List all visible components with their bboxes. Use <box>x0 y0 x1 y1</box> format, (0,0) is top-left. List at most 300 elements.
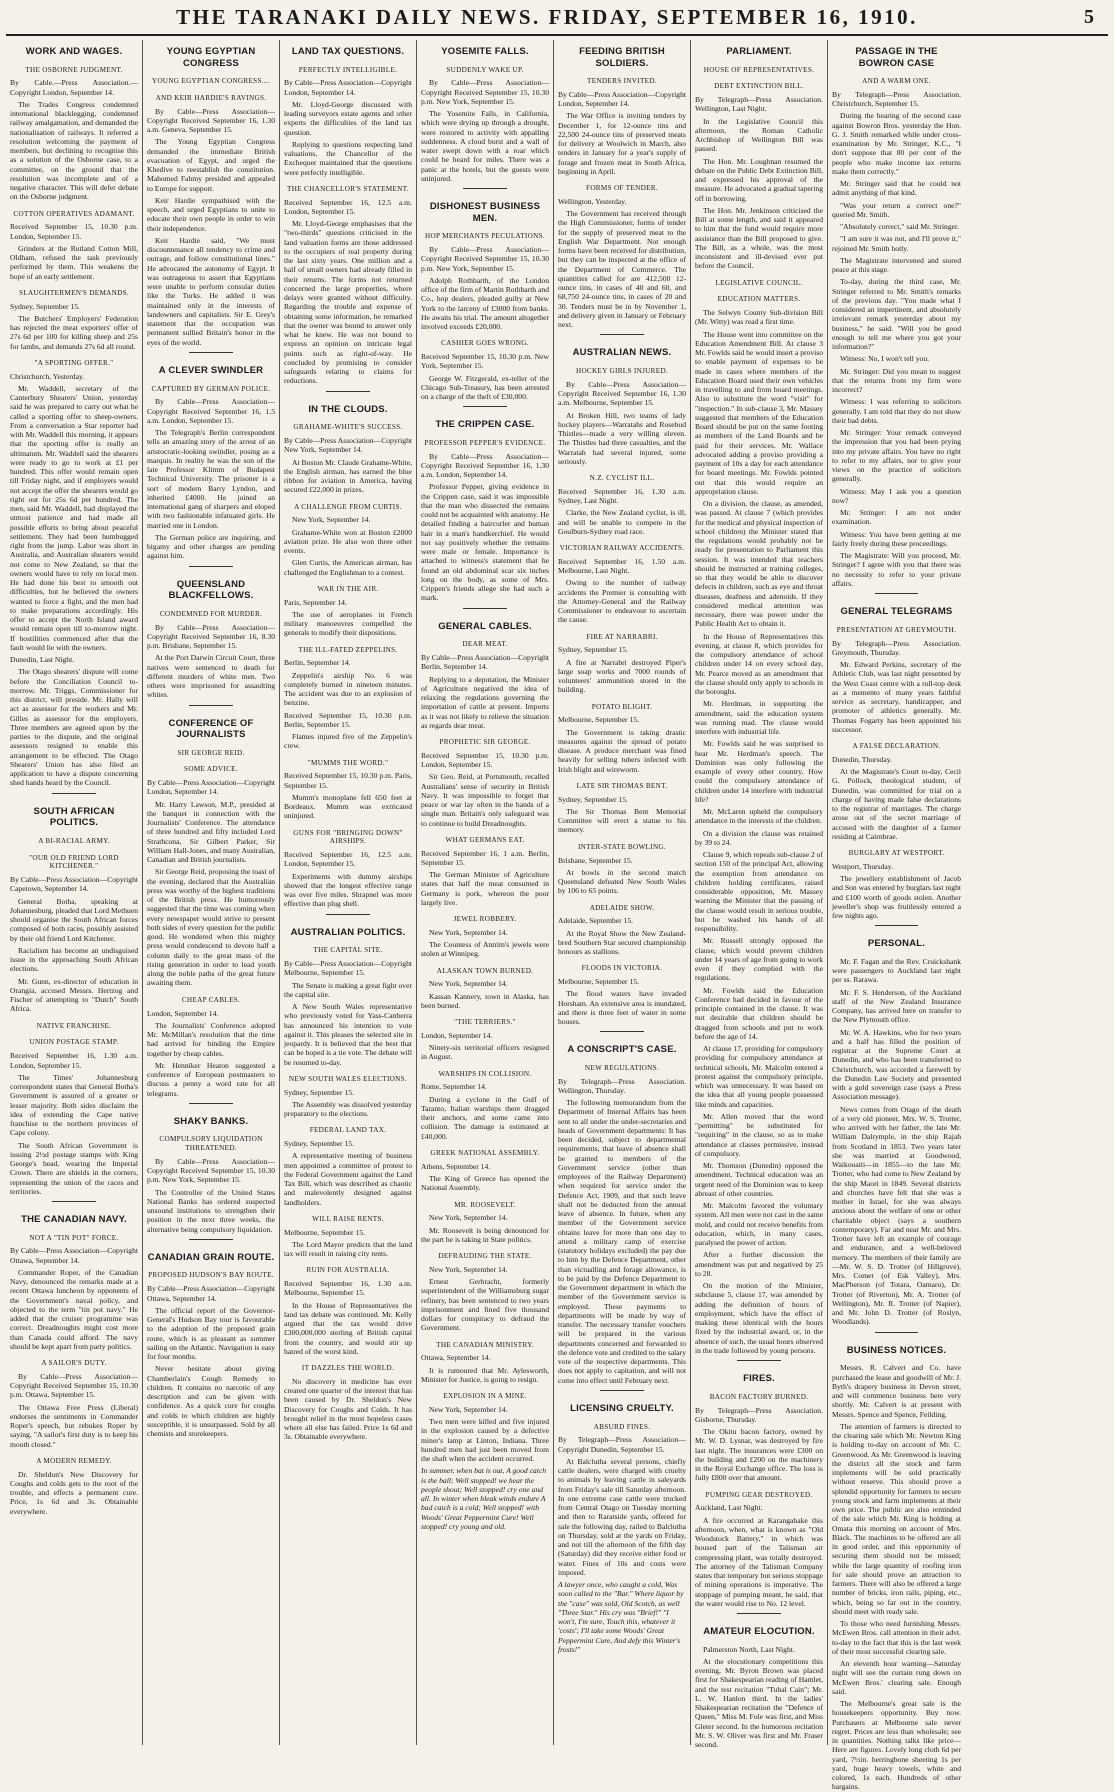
divider <box>875 1332 919 1333</box>
subheading: BURGLARY AT WESTPORT. <box>848 849 945 858</box>
columns <box>6 40 1108 1792</box>
paragraph: Received September 16, 1 a.m. Berlin, September 15. <box>421 848 549 867</box>
paragraph: Two men were killed and five injured in the explosion caused by a defective miner's lamp at Linton, Indiana. Three hundred men had just been moved from the shaft when the accident occurred. <box>421 1417 549 1464</box>
article-headline: CONFERENCE OF JOURNALISTS <box>168 717 254 741</box>
paragraph: New York, September 14. <box>429 1264 508 1274</box>
paragraph: New York, September 14. <box>292 515 371 525</box>
paragraph: It is rumoured that Mr. Aylesworth, Minister for Justice, is going to resign. <box>421 1365 549 1384</box>
column-3 <box>280 40 417 1745</box>
paragraph: Ninety-six territorial officers resigned in August. <box>421 1043 549 1062</box>
paragraph: Mr. Waddell, secretary of the Canterbury Shearers' Union, yesterday said he was prepared to carry out what he called a sporting offer to sheep-owners. From a conversation a Star reporter had with Mr. Waddell this morning, it appears that the sporting offer is really an ultimatum. Mr. Waddell said the shearers were ready to go to work at £1 per hundred. This offer would remain open till Friday night, and if employers would not accept the offer the shearers would go right out for 25s 6d per hundred. The men, said Mr. Waddell, had displayed the utmost patience and had made all possible efforts to bring about peaceful settlement. They had been humbugged right from the jump. Labor was short in Australia, and Australian shearers would not come to New Zealand, so that the owners would have to rely on local men. He had done his best to smooth out difficulties, but he believed the owners wanted to force a fight, and the men had to make preparations accordingly. His offer to accept the North Island award would remain open till to-morrow night. If hostilities commenced after that the fault would lie with the owners. <box>10 383 138 652</box>
subheading: AND KEIR HARDIE'S RAVINGS. <box>155 93 267 102</box>
subheading: COMPULSORY LIQUIDATION THREATENED. <box>159 1135 263 1153</box>
subheading: ADELAIDE SHOW. <box>589 903 655 912</box>
paragraph: Grinders at the Rutland Cotton Mill, Oldham, refused the task previously performed by them. This weakens the hope of an early settlement. <box>10 243 138 281</box>
paragraph: The Senate is making a great fight over the capital site. <box>284 980 412 999</box>
subheading: EDUCATION MATTERS. <box>717 295 801 304</box>
paragraph: "Was your return a correct one?" queried Mr. Smith. <box>832 200 961 219</box>
paragraph: New York, September 14. <box>429 979 508 989</box>
subheading: FEDERAL LAND TAX. <box>309 1126 387 1135</box>
subheading: A FALSE DECLARATION. <box>852 742 941 751</box>
subheading: COTTON OPERATIVES ADAMANT. <box>13 209 135 218</box>
paragraph: To those who need furnishing Messrs. McEwen Bros. call attention in their advt. to-day to the fact that this is the last week of their most successful clearing sale. <box>832 1619 961 1656</box>
paragraph: Owing to the number of railway accidents the Premier is consulting with the Attorney-General and the Railway Commissioner to endeavour to ascertain the cause. <box>558 578 686 625</box>
article-headline: YOSEMITE FALLS. <box>441 46 529 57</box>
paragraph: General Botha, speaking at Johannesburg, pleaded that Lord Methuen should organise the South African forces composed of both races, possibly assisted by their old friend Lord Kitchener. <box>10 896 138 943</box>
subheading: WARSHIPS IN COLLISION. <box>438 1069 532 1078</box>
divider <box>52 793 96 794</box>
paragraph: New York, September 14. <box>429 927 508 937</box>
paragraph: The following memorandum from the Department of Internal Affairs has been sent to all under the under-secretaries and heads of Government departments: It has been decided, subject to departmental requirements, that leave of absence shall be granted to members of the Government service (other than employees of the Railway Department) when required for service under the Defence Act, 1909, and that such leave shall not be deducted from the annual leave of absence. In future, when any member of the Government service obtains leave for more than one day to attend a military camp of exercise (statutory holidays excluded) the pay due to him by the Defence Department, other than victualling and forage allowance, is to be paid by the Defence Department to the Government department in which the member of the Government service is employed. These payments to departments will be made by way of transfer. The necessary transfer vouchers will be prepared in the various departments concerned and forwarded to the defence vote and credited to the salary vote of the respective departments. This does not apply to capitation, and will not come into effect until February next. <box>558 1098 686 1385</box>
paragraph: At clause 17, providing for compulsory providing for compulsory attendance at technical schools, Mr. Malcolm entered a protest against the compulsory principle, which was unnecessary. It was based on the idea that all young people possessed like minds and capacities. <box>695 1044 823 1109</box>
paragraph: Mr. Thomson (Dunedin) opposed the amendment. Technical education was an urgent need of the Dominion was to keep abreast of other countries. <box>695 1161 823 1198</box>
paragraph: By Cable—Press Association—Copyright Received September 16, 1.30 a.m. Geneva, September 15. <box>147 106 275 135</box>
paragraph: On the motion of the Minister, subclause 5, clause 17, was amended by adding the definition of hours of employment, which have the effect of making these identical with the hours fixed by the industrial award, or, in the absence of such, the usual hours observed in the trade followed by young persons. <box>695 1281 823 1355</box>
paragraph: Mr. Fowlds said he was surprised to hear Mr. Herdman's speech. The Dominion was only following the example of every other country. How could the compulsory attendance of children under 14 interfere with industrial life? <box>695 739 823 804</box>
paragraph: "Absolutely correct," said Mr. Stringer. <box>840 222 960 232</box>
paragraph: Mr. Harry Lawson, M.P., presided at the banquet in connection with the Journalists' Conference. The attendance of three hundred and fifty included Lord Strathcona, Sir Gilbert Parker, Sir William Hall-Jones, and many Australian, Canadian and British journalists. <box>147 799 275 865</box>
paragraph: The German Minister of Agriculture states that half the meat consumed in Germany is pork, whereon the poor largely live. <box>421 870 549 907</box>
paragraph: Sydney, September 15. <box>284 1087 354 1097</box>
article-headline: DISHONEST BUSINESS MEN. <box>429 201 541 224</box>
paragraph: Wellington, Yesterday. <box>558 196 627 206</box>
paragraph: Received September 16, 12.5 a.m. London, September 15. <box>284 197 412 216</box>
divider <box>875 593 919 594</box>
paragraph: Brisbane, September 15. <box>558 855 633 865</box>
paragraph: Mr. W. A. Hawkins, who for two years and a half has filled the position of registrar at the Supreme Court at Dunedin, and who has been transferred to Christchurch, was accorded a farewell by the Dunedin Law Society and presented with a gold sovereign case (says a Press Association message). <box>832 1027 961 1102</box>
paragraph: At the elocutionary competitions this evening, Mr. Byron Brown was placed first for Shakespearian reading of Hamlet, and the test recitation "Tubal Cain"; Mr. L. W. Hanlon third. In the ladies' Shakespearian recitation the "Defence of Queen," Miss M. Fole was first, and Miss Gleter second. In the humorous recitation Mr. S. W. Oliver was first and Mr. Fraser second. <box>695 1656 823 1750</box>
subheading: INTER-STATE BOWLING. <box>577 842 667 851</box>
paragraph: Mr. F. S. Henderson, of the Auckland staff of the New Zealand Insurance Company, has arrived here on transfer to the New Plymouth office. <box>832 987 961 1025</box>
paragraph: Ottawa, September 14. <box>421 1353 491 1363</box>
paragraph: Sydney, September 15. <box>284 1139 354 1149</box>
paragraph: The Otago shearers' dispute will come before the Conciliation Council to-morrow. Mr. Triggs, Commissioner for this district, will preside. Mr. Hally will act as assessor for the workers and Mr. Gilles as assessor for the employers. Three members are agreed upon by the parties to the dispute, and the original assessors resigned to enable this arrangement to be effected. The Otago Shearers' Union has also filed an application to have a dispute concerning shed hands heard by the Council. <box>10 667 138 788</box>
paragraph: The Government has received through the High Commissioner, forms of tender for the supply of preserved meat to the English War Department. Not enough forms have been received for distribution, but they can be inspected at the office of the Department of Commerce. The quantities called for are 412,500 12-ounce tins, in cases of 40 and 60, and 68,750 24-ounce tins, in cases of 20 and 30. Tenders must be in by November 1, and delivery given in January or February next. <box>558 209 686 330</box>
subheading: A BI-RACIAL ARMY. <box>38 836 110 845</box>
divider <box>463 188 507 189</box>
paragraph: The Sir Thomas Bent Memorial Committee will erect a statue to his memory. <box>558 806 686 835</box>
paragraph: News comes from Otago of the death of a very old pioneer, Mrs. W. S. Trotter, who arrived with her father, the late Mr. William Dalrymple, in the ship Rajah from Scotland in 1853. Two years later she was married at Goodwood, Waikouaiti—in 1855—to the late Mr. Trotter, who had come to New Zealand by the ship Maori in 1849. Several districts and churches have felt that she was a mother in Israel, for she was always anxious about the welfare of one or other charitable object (says a southern contemporary). Far and near Mr. and Mrs. Trotter have left an example of courage and endurance, and a well-beloved memory. The members of their family are—Mr. W. S. D. Trotter (of Hillgrove), Mrs. Comer (of Esk Valley), Mrs. MacPherson (of Totara, Oamaru), Dr. Trotter (of Riverton), Mr. A. Trotter (of Wellington), Mr. R. Trotter (of Napier), and Mr. John D. Trotter (of Roslyn, Woodlands). <box>832 1104 961 1327</box>
paragraph: Received September 15, 10.30 p.m. Paris, September 15. <box>284 771 412 790</box>
article-headline: SOUTH AFRICAN POLITICS. <box>33 805 115 829</box>
paragraph: At Broken Hill, two teams of lady hockey players—Warratahs and Rosebud Thistles—made a very willing eleven. The Thistles had three casualties, and the Warratah had several injured, some seriously. <box>558 410 686 466</box>
subheading: VICTORIAN RAILWAY ACCIDENTS. <box>559 544 685 553</box>
divider <box>600 1390 644 1391</box>
paragraph: Received September 16, 1.50 a.m. Melbourne, Last Night. <box>558 556 686 576</box>
divider <box>326 914 370 915</box>
paragraph: Christchurch, Yesterday. <box>10 371 85 381</box>
paragraph: Witness: No, I won't tell you. <box>840 354 930 364</box>
subheading: NOT A "TIN POT" FORCE. <box>29 1233 119 1242</box>
paragraph: Received September 15, 10.30 p.m. Berlin, September 15. <box>284 710 412 729</box>
paragraph: Adelaide, September 15. <box>558 916 634 926</box>
paragraph: A New South Wales representative who previously voted for Yass-Canberra has announced his intention to vote against it. This pleases the selected site in jeopardy. It is believed that the best that can be hoped is a tie vote. The debate will be resumed to-day. <box>284 1002 412 1067</box>
paragraph: The Yosemite Falls, in California, which were drying up through a drought, were restored to activity with appalling suddenness. A cloud burst and a wall of water swept down with a roar which could be heard for miles. There was a panic at the hotels, but the guests were uninjured. <box>421 109 549 183</box>
divider <box>189 566 233 567</box>
paragraph: Received September 16, 1.30 a.m. Melbourne, September 15. <box>284 1279 412 1298</box>
paragraph: Flames injured five of the Zeppelin's crew. <box>284 732 412 751</box>
column-2 <box>143 40 280 1745</box>
paragraph: Never hesitate about giving Chamberlain's Cough Remedy to children. It contains no narcotic of any description and can be given with confidence. As a quick cure for coughs and colds to which children are highly susceptible, it is unsurpassed. Sold by all chemists and storekeepers. <box>147 1364 275 1439</box>
paragraph: Replying to a deputation, the Minister of Agriculture negatived the idea of relaxing the regulations governing the importation of cattle at present. Imports as it was not likely to relieve the situation as regards dear meat. <box>421 674 549 730</box>
paragraph: Berlin, September 14. <box>284 658 351 668</box>
paragraph: The War Office is inviting tenders by December 1, for 12-ounce tins and 22,500 24-ounce tins of preserved meats for delivery at Woolwich in March, also tenders in January for a year's supply of forage and frozen meat in South Africa, beginning in April. <box>558 111 686 176</box>
subheading: YOUNG EGYPTIAN CONGRESS.... <box>151 77 271 86</box>
paragraph: London, September 14. <box>421 1030 493 1040</box>
divider <box>189 1103 233 1104</box>
paragraph: By Cable—Press Association—Copyright Received September 15, 10.30 p.m. New York, September 15. <box>147 1156 275 1185</box>
column-6 <box>691 40 828 1750</box>
subheading: EXPLOSION IN A MINE. <box>443 1392 527 1401</box>
paragraph: Palmerston North, Last Night. <box>703 1644 795 1654</box>
article-headline: BUSINESS NOTICES. <box>846 1344 947 1356</box>
paragraph: The Melbourne's great sale is the housekeepers opportunity. Buy now. Purchasers at Melbourne sale never regret. Prices are less than wholesale; see in quantities. Nothing talks like price—Here are figures. Lovely long cloth 6d per yard, 7½in. herringbone sheeting 1s per yard, huge heavy towels, white and colored, 1s each. Hundreds of other bargains. <box>832 1699 961 1792</box>
paragraph: Mr. Lloyd-George emphasises that the "two-thirds" questions criticised in the land valuation forms are those addressed to the occupiers of real property during the last sixty years. One million and a half of small owners had already filled in their returns. The forms not returned concerned the large properties, where delays were granted without difficulty. Regarding the trouble and expense of obtaining some information, he remarked that the owner was bound to answer only what he knew. He was not bound to express an opinion on intricate legal points such as right-of-way. He concluded by promising to consider safeguards relating to claims for reductions. <box>284 219 412 386</box>
paragraph: Mr. F. Fagan and the Rev. Cruickshank were passengers to Auckland last night per ss. Rarawa. <box>832 956 961 985</box>
page-number: 5 <box>1084 5 1094 28</box>
paragraph: A representative meeting of business men appointed a committee of protest to the Federal Government against the Land Tax Bill, which was described as chaotic and malevolently designed against landholders. <box>284 1151 412 1207</box>
paragraph: By Telegraph—Press Association. Christchurch, September 15. <box>832 89 961 109</box>
paragraph: Ernest Gerbracht, formerly superintendent of the Williamsburg sugar refinery, has been sentenced to two years imprisonment and fined five thousand dollars for conspiracy to defraud the Government. <box>421 1277 549 1333</box>
paragraph: On a division the clause was retained by 39 to 24. <box>695 828 823 847</box>
paragraph: The Magistrate intervened and stored peace at this stage. <box>832 255 961 275</box>
subheading: "THE TERRIERS." <box>454 1018 516 1027</box>
paragraph: The official report of the Governor-General's Hudson Bay tour is favourable to the adoption of the proposed grain route, which is as pleasant as summer sailing on the Atlantic. Navigation is easy for four months. <box>147 1305 275 1362</box>
article-headline: WORK AND WAGES. <box>25 46 123 57</box>
divider <box>600 334 644 335</box>
paragraph: In the House of Representatives the land tax debate was continued. Mr. Kelly argued that the tax would drive £300,000,000 sterling of British capital from the country, and would stir up hatred of the worst kind. <box>284 1300 412 1356</box>
paragraph: The Assembly was dissolved yesterday preparatory to the elections. <box>284 1099 412 1119</box>
paragraph: Mr. Lloyd-George discussed with leading surveyors estate agents and other experts the difficulties of the land tax question. <box>284 99 412 137</box>
subheading: MR. ROOSEVELT. <box>454 1200 516 1209</box>
paragraph: The Times' Johannesburg correspondent states that General Botha's Government is assured of a greater or lesser majority. Both sides disclaim the idea of extending the Cape native franchise to the northern provinces of Cape colony. <box>10 1072 138 1138</box>
paragraph: "I am sure it was not, and I'll prove it," rejoined Mr. Smith hotly. <box>832 234 961 253</box>
paragraph: Mr. Stringer: Your remark conveyed the impression that you had been prying into my private affairs. You have no right to refer to my affairs, nor to give your views on the practice of solicitors generally. <box>832 428 961 484</box>
paragraph: Mr. McLaren upheld the compulsory attendance in the interests of the children. <box>695 807 823 826</box>
advert-verse: In summer, when bat is out, A good catch is the ball; Well stopped! we hear the people shout; Well stopped! cry one and all. In winter when bleak winds endure A bad catch is a cold; Well stopped! with Woods' Great Peppermint Cure! Well stopped! cry young and old. <box>421 1466 547 1531</box>
article-headline: YOUNG EGYPTIAN CONGRESS <box>166 46 256 69</box>
article-headline: GENERAL CABLES. <box>438 620 532 632</box>
paragraph: The Government is taking drastic measures against the spread of potato disease. A produce merchant was fined heavily for selling tubers infected with Irish blight and wireworm. <box>558 727 686 774</box>
subheading: A MODERN REMEDY. <box>36 1456 112 1465</box>
paragraph: At Boston Mr. Claude Grahame-White, the English airman, has earned the blue ribbon for aviation in America, having secured £22,000 in prizes. <box>284 457 412 495</box>
paragraph: The jewellery establishment of Jacob and Son was entered by burglars last night and £100 worth of goods stolen. Another jeweller's shop was fruitlessly entered a few nights ago. <box>832 874 961 921</box>
subheading: CAPTURED BY GERMAN POLICE. <box>151 384 271 393</box>
paragraph: Received September 15, 10.30 p.m. London, September 15. <box>10 222 138 241</box>
paragraph: Witness: May I ask you a question now? <box>832 486 961 505</box>
subheading: WAR IN THE AIR. <box>317 584 379 593</box>
article-headline: PARLIAMENT. <box>726 46 792 57</box>
paragraph: Keir Hardie sympathised with the speech, and urged Egyptians to unite to educate their own people in order to win their independence. <box>147 195 275 233</box>
paragraph: At the Royal Show the New Zealand-bred Southern Star secured championship honours as stallions. <box>558 928 686 957</box>
divider <box>189 1239 233 1240</box>
paragraph: By Telegraph—Press Association. Wellington, Last Night. <box>695 95 823 114</box>
subheading: A CHALLENGE FROM CURTIS. <box>294 502 402 511</box>
paragraph: Mr. Gunn, ex-director of education in Orangia, accused Messrs. Hertzog and Fischer of attempting to "Dutch" South Africa. <box>10 976 138 1014</box>
column-4 <box>417 40 554 1745</box>
paragraph: Dr. Sheldon's New Discovery for Coughs and colds gets to the root of the trouble, and effects a permanent cure. Price, 1s 6d and 3s. Obtainable everywhere. <box>10 1469 138 1516</box>
paragraph: Replying to questions respecting land valuations, the Chancellor of the Exchequer maintained that the questions were perfectly intelligible. <box>284 139 412 177</box>
paragraph: Rome, September 14. <box>421 1082 487 1092</box>
paragraph: By Cable—Press Association—Copyright Ottawa, September 14. <box>10 1246 138 1265</box>
subheading: BACON FACTORY BURNED. <box>709 1392 809 1401</box>
article-headline: A CONSCRIPT'S CASE. <box>567 1044 677 1056</box>
subheading: JEWEL ROBBERY. <box>453 915 517 924</box>
subheading: PERFECTLY INTELLIGIBLE. <box>298 65 398 74</box>
paragraph: The Butchers' Employers' Federation has rejected the meat exporters' offer of 27s 6d per 100 for killing sheep and 25s for lambs, and demands 27s 6d all round. <box>10 313 138 351</box>
paragraph: Zeppelin's airship No. 6 was completely burned in nineteen minutes. The accident was due to an explosion of benzine. <box>284 670 412 708</box>
paragraph: At bowls in the second match Queensland defeated New South Wales by 106 to 65 points. <box>558 867 686 896</box>
divider <box>600 1031 644 1032</box>
subheading: ALASKAN TOWN BURNED. <box>436 966 534 975</box>
subheading: PROPHETIC SIR GEORGE. <box>439 738 531 747</box>
divider <box>875 925 919 926</box>
subheading: "A SPORTING OFFER." <box>34 358 114 367</box>
paragraph: Dunedin, Thursday. <box>832 754 892 764</box>
paragraph: The House went into committee on the Education Amendment Bill. At clause 3 Mr. Fowlds said he would insert a proviso to enable payment of expenses to be made in cases where members of the Education Board used their own vehicles in travelling to and from board meetings. Also to substitute the word "visit" for "inspection." In sub-clause 3, Mr. Massey suggested that members of the Education Board should be put on the same footing as members of the Land Boards and be paid for their services. Mr. Wallace advocated adding a proviso providing a payment of 10s a day for each attendance for board meetings. Mr. Fowlds pointed out that this would require an appropriation clause. <box>695 329 823 496</box>
paragraph: Paris, September 14. <box>284 597 347 607</box>
paragraph: By Cable.—Press Association.—Copyright London, September 14. <box>10 78 138 97</box>
subheading: SIR GEORGE REID. <box>177 748 245 757</box>
divider <box>326 391 370 392</box>
paragraph: Westport, Thursday. <box>832 861 893 871</box>
paragraph: Messrs. R. Calvert and Co. have purchased the lease and goodwill of Mr. J. Byth's drapery business in Devon street, and will commence business here very shortly. Mr. Calvert is at present with Messrs. Spence and Spence, Feilding. <box>832 1363 961 1419</box>
article-headline: PASSAGE IN THE BOWRON CASE <box>855 46 938 69</box>
paragraph: To-day, during the third case, Mr. Stringer referred to Mr. Smith's remarks of the previous day. "You made what I considered an impertinent, and absolutely irrelevant remark yesterday about my business," he said. "Will you be good enough to tell me where you got your information?" <box>832 277 961 352</box>
subheading: AND A WARM ONE. <box>862 77 931 86</box>
paragraph: By Cable—Press Association—Copyright Received September 15, 10.30 p.m. Ottawa, September 15. <box>10 1371 138 1400</box>
article-headline: GENERAL TELEGRAMS <box>840 606 953 618</box>
subheading: CONDEMNED FOR MURDER. <box>159 609 263 618</box>
paragraph: The Ottawa Free Press (Liberal) endorses the sentiments in Commander Roper's speech, but rebukes Roper by saying, "A sailor's first duty is to keep his mouth closed." <box>10 1402 138 1449</box>
paragraph: Racialism has become an undisguised issue in the approaching South African elections. <box>10 945 138 974</box>
subheading: WILL RAISE RENTS. <box>312 1214 384 1223</box>
divider <box>52 1201 96 1202</box>
paragraph: After a further discussion the amendment was put and negatived by 25 to 28. <box>695 1250 823 1278</box>
subheading: THE CAPITAL SITE. <box>313 946 383 955</box>
paragraph: Adolph Rothbarth, of the London office of the firm of Martin Rothbarth and Co., hop dealers, pleaded guilty at New York to the larceny of £3000 from banks. He awaits his trial. The amount altogether involved exceeds £20,000. <box>421 275 549 332</box>
paragraph: Sir Geo. Reid, at Portsmouth, recalled Australians' sense of security in British Navy. It was impossible to forget that peace or war lay often in the hands of a single man. Britain's only safeguard was to continue to build Dreadnoughts. <box>421 772 549 828</box>
masthead <box>6 0 1108 36</box>
paragraph: Athens, September 14. <box>421 1161 491 1171</box>
subheading: THE ILL-FATED ZEPPELINS. <box>298 645 398 654</box>
divider <box>189 352 233 353</box>
article-headline: A CLEVER SWINDLER <box>158 364 264 376</box>
subheading: "OUR OLD FRIEND LORD KITCHENER." <box>29 853 119 871</box>
article-headline: SHAKY BANKS. <box>173 1115 249 1127</box>
subheading: POTATO BLIGHT. <box>591 702 653 711</box>
subheading: IT DAZZLES THE WORLD. <box>301 1364 395 1373</box>
divider <box>737 1613 781 1614</box>
article-headline: FEEDING BRITISH SOLDIERS. <box>579 46 665 69</box>
paragraph: The German police are inquiring, and bigamy and other charges are pending against him. <box>147 532 275 561</box>
paragraph: By Telegraph—Press Association. Greymouth, Thursday. <box>832 638 961 657</box>
paragraph: At the Port Darwin Circuit Court, three natives were sentenced to death for different murders of white men. Two others were imprisoned for assaulting whites. <box>147 653 275 700</box>
paragraph: By Cable—Press Association—Copyright Received September 16, 8.30 p.m. Brisbane, September 15. <box>147 622 275 651</box>
subheading: NATIVE FRANCHISE. <box>36 1021 112 1030</box>
paragraph: Mr. Fowlds said the Education Conference had decided in favour of the principle contained in the clause. It was not desirable that children should be dragged from schools and put to work before the age of 14. <box>695 985 823 1041</box>
paragraph: Received September 16, 1.30 a.m. Sydney, Last Night. <box>558 486 686 506</box>
paragraph: Commander Roper, of the Canadian Navy, denounced the remarks made at a recent Ottawa luncheon by opponents of the Government's naval policy, and objected to the term "tin pot navy." He added that the cruiser programme was correct. Dreadnoughts might cost more than Canada could afford. The navy should be kept apart from party politics. <box>10 1267 138 1351</box>
paragraph: Keir Hardie said, "We must discountenance all tendency to crime and outrage, and follow constitutional lines." He advocated the autonomy of Egypt. It was outrageous to assert that Egyptians were unable to perform consular duties like the Turks. He added it was maintained only in the interests of landowners and capitalists. Sir E. Grey's statement that the occupation was permanent sullied Britain's honor in the eyes of the world. <box>147 235 275 347</box>
paragraph: In the Legislative Council this afternoon, the Roman Catholic Archbishop of Wellington Bill was passed. <box>695 116 823 154</box>
paragraph: By Telegraph—Press Association. Wellington, Thursday. <box>558 1076 686 1095</box>
paragraph: Mr. Henniker Heaton suggested a conference of European postmasters to discuss a penny a word rate for all telegrams. <box>147 1060 275 1098</box>
subheading: SLAUGHTERMEN'S DEMANDS. <box>18 288 130 297</box>
paragraph: Sir George Reid, proposing the toast of the evening, declared that the Australian press was worthy of the highest traditions of the British press. He humorously suggested that the time was coming when every newspaper would strive to present both sides of every question for the public good. He wondered when this mighty press would condescend to devote half a column daily to the great mass of the rising generation in order to lead youth along the noble paths of the great future awaiting them. <box>147 867 276 988</box>
paragraph: A fire at Narrabri destroyed Piper's large soap works and 7000 rounds of volunteers' ammunition stored in the building. <box>558 657 686 695</box>
article-headline: IN THE CLOUDS. <box>308 403 388 415</box>
paragraph: Mr. Stringer: Did you mean to suggest that the returns from my firm were incorrect? <box>832 366 961 395</box>
paragraph: The Young Egyptian Congress demanded the immediate British evacuation of Egypt, and urged the Khedive to reestablish the constitution. Mahomed Fahmy presided and appealed to Europe for support. <box>147 137 275 193</box>
paragraph: Kassan Kannery, town in Alaska, has been burned. <box>421 991 549 1010</box>
paragraph: Sydney, September 15. <box>10 301 80 311</box>
subheading: RUIN FOR AUSTRALIA. <box>306 1266 390 1275</box>
paragraph: Mr. Edward Perkins, secretary of the Athletic Club, was last night presented by the West Coast centre with a roll-top desk as a memento of many years faithful service as secretary, handicapper, and promoter of athletics generally. Mr. Thomas Fogarty has been appointed his successor. <box>832 660 961 734</box>
article-headline: PERSONAL. <box>867 938 926 950</box>
subheading: FORMS OF TENDER. <box>586 184 658 193</box>
paragraph: Glen Curtis, the American airman, has challenged the Englishman to a contest. <box>284 558 412 577</box>
paragraph: A fire occurred at Karangahake this afternoon, when, what is known as "Old Woodstock Battery," in which was housed part of the Talisman air compressing plant, was totally destroyed. The attorney of the Talisman Company states that temporary but serious stoppage of mining operations is imperative. The stoppage of pumping meant, he said, that the water would rise to No. 12 level. <box>695 1515 823 1608</box>
divider <box>463 608 507 609</box>
paragraph: By Cable—Press Association—Copyright Capetown, September 14. <box>10 875 138 894</box>
paragraph: In the House of Representatives this evening, at clause 8, which provides for the compulsory attendance of school children under 14 on every school day, Mr. Pearce moved as an amendment that the clause should only apply to schools in the boroughs. <box>695 631 823 697</box>
subheading: LEGISLATIVE COUNCIL. <box>715 278 803 287</box>
paragraph: By Cable—Press Association—Copyright Received September 15, 10.30 p.m. New York, September 15. <box>421 245 549 273</box>
subheading: NEW SOUTH WALES ELECTIONS. <box>288 1074 408 1083</box>
subheading: HOCKEY GIRLS INJURED. <box>575 367 669 376</box>
subheading: CHEAP CABLES. <box>181 995 241 1004</box>
paragraph: By Telegraph—Press Association. Gisborne, Thursday. <box>695 1405 823 1424</box>
paragraph: The Okitu bacon factory, owned by Mr. W. D. Lysnar, was destroyed by fire last night. The insurances were £300 on the building and £200 on the machinery in the Royal Exchange office. The loss is fully £800 over that amount. <box>695 1427 823 1483</box>
subheading: TENDERS INVITED. <box>587 77 657 86</box>
paragraph: Mr. Roosevelt is being denounced for the part he is taking in State politics. <box>421 1225 549 1244</box>
subheading: HOP MERCHANTS PECULATIONS. <box>425 232 545 241</box>
subheading: PROFESSOR PEPPER'S EVIDENCE. <box>424 438 546 447</box>
paragraph: The King of Greece has opened the National Assembly. <box>421 1174 549 1193</box>
paragraph: By Cable—Press Association—Copyright Received September 16, 1.30 a.m. Melbourne, September 15. <box>558 379 686 408</box>
paragraph: At the Magistrate's Court to-day, Cecil G. Pollock, theological student, of Dunedin, was committed for trial on a charge of having made false declarations to the registrar of marriages. The charge arose out of the secret marriage of accused with the daughter of a farmer residing at Cairnbrae. <box>832 767 961 841</box>
subheading: PROPOSED HUDSON'S BAY ROUTE. <box>148 1271 274 1280</box>
paragraph: Melbourne, September 15. <box>558 977 639 987</box>
paragraph: The Journalists' Conference adopted Mr. McMillan's resolution that the time had arrived for binding the Empire together by cheap cables. <box>147 1020 275 1058</box>
paragraph: Received September 16, 12.5 a.m. London, September 15. <box>284 850 412 869</box>
subheading: GUNS FOR "BRINGING DOWN" AIRSHIPS. <box>293 828 403 846</box>
paragraph: The Selwyn County Sub-division Bill (Mr. Witty) was read a first time. <box>695 308 823 327</box>
paragraph: By Cable—Press Association—Copyright London, September 14. <box>558 89 686 109</box>
paragraph: Auckland, Last Night. <box>695 1503 763 1513</box>
column-5 <box>554 40 691 1745</box>
subheading: A SAILOR'S DUTY. <box>41 1359 107 1368</box>
subheading: THE CANADIAN MINISTRY. <box>436 1340 534 1349</box>
paragraph: Witness: I was referring to solicitors generally. I am told that they do not show their bad debts. <box>832 397 961 425</box>
paragraph: Mr. Stringer: I am not under examination. <box>832 508 961 527</box>
article-headline: CANADIAN GRAIN ROUTE. <box>147 1251 275 1263</box>
subheading: PRESENTATION AT GREYMOUTH. <box>836 625 957 634</box>
subheading: DEBT EXTINCTION BILL. <box>714 82 804 91</box>
paragraph: Melbourne, September 15. <box>284 1227 365 1237</box>
subheading: PUMPING GEAR DESTROYED. <box>705 1490 813 1499</box>
article-headline: AMATEUR ELOCUTION. <box>703 1626 815 1638</box>
masthead-title: THE TARANAKI DAILY NEWS. FRIDAY, SEPTEMBER 16, 1910. <box>176 4 918 29</box>
subheading: THE OSBORNE JUDGMENT. <box>25 65 123 74</box>
paragraph: Clarke, the New Zealand cyclist, is ill, and will be unable to compete in the Goulburn-Sydney road race. <box>558 508 686 536</box>
divider <box>189 705 233 706</box>
paragraph: Witness: You have been getting at me fairly freely during these proceedings. <box>832 529 961 548</box>
divider <box>463 406 507 407</box>
paragraph: Grahame-White won at Boston £2000 aviation prize. He also won three other events. <box>284 527 412 556</box>
paragraph: On a division, the clause, as amended, was passed. At clause 7 (which provides for the medical and physical inspection of school children) the Minister stated that the regulations would probably not be ready for presentation to Parliament this session. It was intended that teachers should be instructed at training colleges, so that they would be able to discover defects in children, such as eye and throat diseases, deafness and adenoids. If they considered medical attention was necessary, there was power under the Public Health Act to obtain it. <box>695 499 823 629</box>
article-headline: FIRES. <box>743 1373 775 1385</box>
paragraph: By Cable—Press Association—Copyright Berlin, September 14. <box>421 653 549 672</box>
article-headline: THE CANADIAN NAVY. <box>21 1214 127 1226</box>
paragraph: Mr. Allen moved that the word "permitting" be substituted for "requiring" in the clause, so as to make attendance at classes permissive, instead of compulsory. <box>695 1111 823 1158</box>
paragraph: The Countess of Antrim's jewels were stolen at Winnipeg. <box>421 940 549 959</box>
paragraph: Sydney, September 15. <box>558 645 628 655</box>
divider <box>737 1360 781 1361</box>
paragraph: The Lord Mayor predicts that the land tax will result in raising city rents. <box>284 1239 412 1259</box>
subheading: HOUSE OF REPRESENTATIVES. <box>703 65 815 74</box>
paragraph: Mr. Malcolm favored the voluntary system. All men were not cast in the same mold, and could not receive benefits from education, which, in many cases, paralysed the power of action. <box>695 1201 823 1248</box>
paragraph: Melbourne, September 15. <box>558 715 639 725</box>
subheading: N.Z. CYCLIST ILL. <box>589 474 655 483</box>
paragraph: The Magistrate: Will you proceed, Mr. Stringer? I agree with you that there was no necessity to refer to your private affairs. <box>832 551 961 588</box>
paragraph: Mr. Russell strongly opposed the clause, which would prevent children under 14 years of age from going to work even if they complied with the regulations. <box>695 936 823 983</box>
paragraph: Received September 15, 10.30 p.m. London, September 15. <box>421 750 549 770</box>
paragraph: The Trades Congress condemned international blacklegging, condemned railway amalgamation, and demanded the nationalisation of railways. It referred a resolution welcoming the payment of members, but declining to recognise this as a solution of the Osborne case, to a committee, on the ground that the resolution was incomplete and of a negative character. This will defer debate on the Osborne judgment. <box>10 99 138 202</box>
paragraph: By Cable—Press Association—Copyright Ottawa, September 14. <box>147 1284 275 1303</box>
paragraph: George W. Fitzgerald, ex-teller of the Chicago Sub-Treasury, has been arrested on a charge of the theft of £30,000. <box>421 373 549 402</box>
paragraph: The Controller of the United States National Banks has ordered suspected unsound institutions to strengthen their position in the next three weeks, the alternative being compulsory liquidation. <box>147 1187 275 1234</box>
paragraph: Mr. Stringer said that he could not admit anything of that kind. <box>832 179 961 198</box>
paragraph: The South African Government is issuing 2½d postage stamps with King George's head, wearing the Imperial Crown. There are shields in the corners, representing the union of the races and territories. <box>10 1140 138 1196</box>
column-1 <box>6 40 143 1745</box>
advert-verse: A lawyer once, who caught a cold, Was soon called to the "Bar." Where liquor by the "case" was sold, Old Scotch, as well "Three Star." His cry was "Brief!" "I won't, I'm sure, Touch this, whatever it 'costs'; I'll take some Woods' Great Peppermint Cure, And defy this Winter's frosts!" <box>558 1580 684 1654</box>
subheading: "MUMMS THE WORD." <box>307 758 389 767</box>
paragraph: By Cable—Press Association—Copyright London, September 14. <box>147 778 275 797</box>
article-headline: LAND TAX QUESTIONS. <box>291 46 405 57</box>
article-headline: AUSTRALIAN POLITICS. <box>290 926 406 938</box>
paragraph: The use of aeroplanes in French military manoeuvres compelled the generals to modify their dispositions. <box>284 609 412 638</box>
paragraph: New York, September 14. <box>429 1213 508 1223</box>
subheading: WHAT GERMANS EAT. <box>445 835 525 844</box>
article-headline: AUSTRALIAN NEWS. <box>572 347 672 359</box>
article-headline: QUEENSLAND BLACKFELLOWS. <box>168 578 254 602</box>
paragraph: New York, September 14. <box>429 1404 508 1414</box>
subheading: ABSURD FINES. <box>593 1422 651 1431</box>
paragraph: Mumm's monoplane fell 650 feet at Bordeaux. Mumm was extricated uninjured. <box>284 792 412 821</box>
paragraph: No discovery in medicine has ever created one quarter of the interest that has been caused by Dr. Sheldon's New Discovery for Coughs and Colds. It has brought relief in the most hopeless cases where all else has failed. Price 1s 6d and 3s. Obtainable everywhere. <box>284 1376 412 1442</box>
article-headline: LICENSING CRUELTY. <box>570 1402 674 1414</box>
paragraph: During a cyclone in the Gulf of Taranto, Italian warships there dragged their anchors, and some came into collision. The damage is estimated at £40,000. <box>421 1094 549 1141</box>
paragraph: Experiments with dummy airships showed that the longest effective range was over five miles. Shrapnel was more effective than plug shell. <box>284 871 412 909</box>
column-7 <box>828 40 965 1792</box>
paragraph: Received September 16, 1.30 a.m. London, September 15. <box>10 1051 138 1070</box>
paragraph: The flood waters have invaded Horsham. An extensive area is inundated, and there is three feet of water in some houses. <box>558 989 686 1027</box>
paragraph: The Telegraph's Berlin correspondent tells an amazing story of the arrest of an aristocratic-looking swindler, posing as a marquis. In reality he was the son of the late Professor Klimm of Budapest Technical University. The prisoner is a sort of modern Barry Lyndon, and inherited £4000. He joined an international gang of sharpers and eloped with two fashionable infatuated girls. He married one in London. <box>147 428 275 530</box>
article-headline: THE CRIPPEN CASE. <box>435 419 535 431</box>
subheading: DEAR MEAT. <box>462 640 508 649</box>
paragraph: Dunedin, Last Night. <box>10 655 75 665</box>
subheading: GRAHAME-WHITE'S SUCCESS. <box>293 423 403 432</box>
subheading: FLOODS IN VICTORIA. <box>581 964 663 973</box>
subheading: SOME ADVICE. <box>184 765 238 774</box>
subheading: NEW REGULATIONS. <box>584 1063 660 1072</box>
subheading: CASHIER GOES WRONG. <box>441 339 529 348</box>
paragraph: During the hearing of the second case against Bowron Bros. yesterday the Hon. G. J. Smith remarked while under cross-examination by Mr. Stringer, K.C., "I don't suppose that 80 per cent of the people who make income tax returns make them correctly." <box>832 111 961 176</box>
paragraph: Sydney, September 15. <box>558 794 628 804</box>
subheading: GREEK NATIONAL ASSEMBLY. <box>430 1148 540 1157</box>
